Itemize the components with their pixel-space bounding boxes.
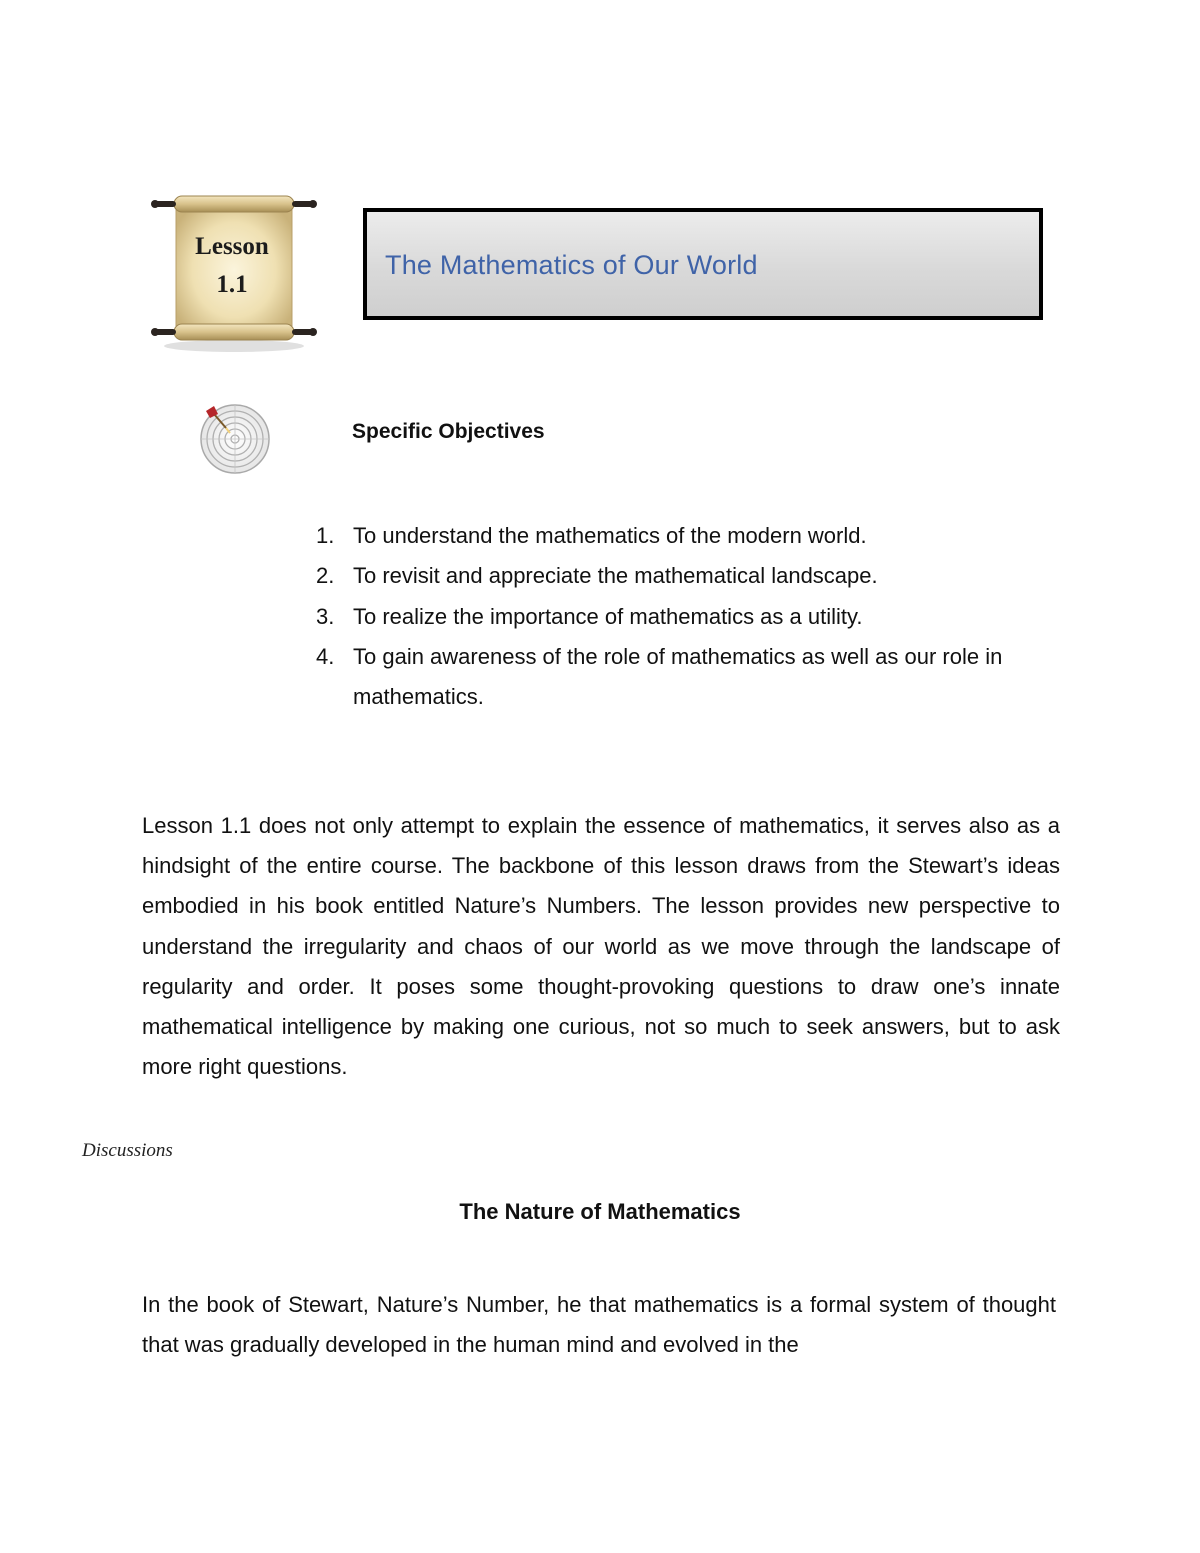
objective-text: To gain awareness of the role of mathematics as well as our role in mathematics. [353,643,1003,710]
page-title: The Mathematics of Our World [385,250,758,280]
list-marker: 4. [316,643,335,669]
objective-text: To realize the importance of mathematics as a utility. [353,603,863,629]
lesson-badge-word: Lesson [195,233,269,260]
lesson-badge-text [172,228,292,304]
objective-item [316,597,1076,637]
lesson-title-box [363,208,1043,320]
nature-paragraph: In the book of Stewart, Nature’s Number, he that mathematics is a formal system of thought that was gradually developed in the human mind and evolved in the [142,1292,1056,1358]
objectives-heading: Specific Objectives [352,420,545,443]
objective-text: To understand the mathematics of the modern world. [353,523,867,548]
list-marker: 1. [316,523,335,548]
list-marker: 3. [316,603,335,629]
discussions-label: Discussions [82,1140,173,1161]
objective-text: To revisit and appreciate the mathematical landscape. [353,563,878,589]
section-title: The Nature of Mathematics [459,1199,741,1224]
objectives-list [316,516,1076,717]
objective-item [316,516,1076,556]
list-marker: 2. [316,563,335,589]
intro-paragraph: Lesson 1.1 does not only attempt to explain the essence of mathematics, it serves also as a hindsight of the entire course. The backbone of this lesson draws from the Stewart’s ideas embodied in his book entitled Nature’s Numbers. The lesson provides new perspective to understand the irregularity and chaos of our world as we move through the landscape of regularity and order. It poses some thought-provoking questions to draw one’s innate mathematical intelligence by making one curious, not so much to seek answers, but to ask more right questions. [142,813,1060,1080]
target-icon [196,402,274,476]
objective-item [316,637,1076,718]
lesson-badge-number: 1.1 [216,271,248,298]
lesson-scroll-badge [150,188,318,356]
objective-item [316,556,1076,596]
